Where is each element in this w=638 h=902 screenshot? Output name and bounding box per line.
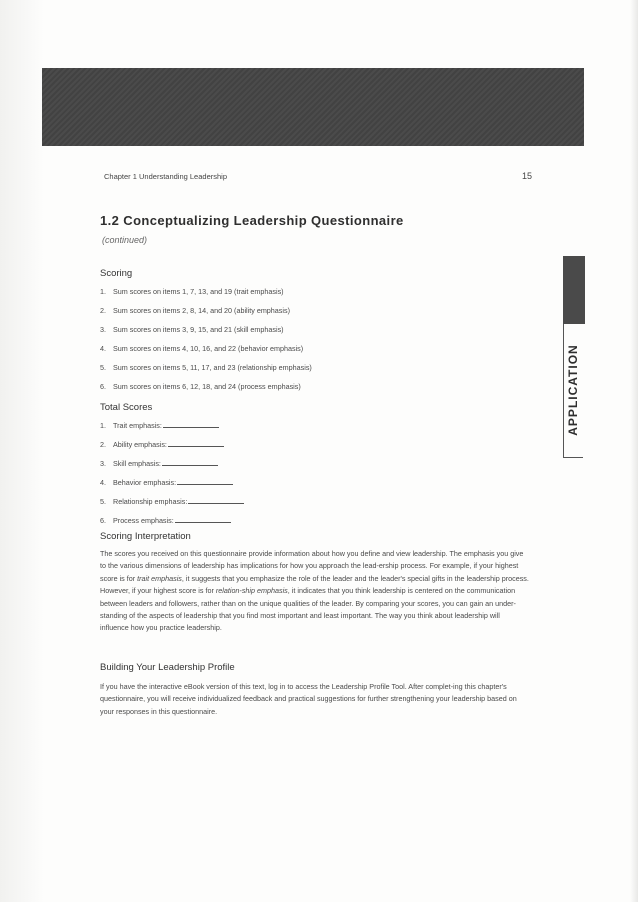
list-item: 4. Sum scores on items 4, 10, 16, and 22 (behavior emphasis) xyxy=(100,344,304,353)
side-tab-base-rule xyxy=(563,457,583,458)
list-item: 1. Sum scores on items 1, 7, 13, and 19 (trait emphasis) xyxy=(100,287,284,296)
side-tab xyxy=(563,256,585,459)
answer-blank[interactable] xyxy=(168,439,224,447)
questionnaire-subtitle: (continued) xyxy=(102,235,148,245)
side-tab-block xyxy=(563,256,585,324)
page-edge xyxy=(630,0,638,902)
chapter-label: Chapter 1 Understanding Leadership xyxy=(104,172,227,181)
answer-blank[interactable] xyxy=(163,420,219,428)
scoring-heading: Scoring xyxy=(100,268,133,279)
list-item: 5. Relationship emphasis: xyxy=(100,496,244,515)
list-item: 5. Sum scores on items 5, 11, 17, and 23 (relationship emphasis) xyxy=(100,363,312,372)
list-item: 6. Process emphasis: xyxy=(100,515,244,534)
interpretation-heading: Scoring Interpretation xyxy=(100,531,191,542)
questionnaire-title: 1.2 Conceptualizing Leadership Questionnaire xyxy=(100,213,404,228)
list-item: 3. Sum scores on items 3, 9, 15, and 21 (skill emphasis) xyxy=(100,325,284,334)
answer-blank[interactable] xyxy=(162,458,218,466)
side-tab-rule xyxy=(563,324,564,458)
page-gutter-shadow xyxy=(0,0,44,902)
running-header xyxy=(104,172,532,181)
list-item: 2. Ability emphasis: xyxy=(100,439,244,458)
total-scores-list xyxy=(100,420,244,534)
total-scores-heading: Total Scores xyxy=(100,402,153,413)
scoring-list xyxy=(100,287,312,401)
profile-paragraph: If you have the interactive eBook version of this text, log in to access the Leadership Profile Tool. After complet-ing this chapter's questionnaire, you will receive individualized feedback and practical suggestions for further strengthening your leadership based on your responses in this questionnaire. xyxy=(100,682,517,716)
answer-blank[interactable] xyxy=(188,496,244,504)
interpretation-paragraph: The scores you received on this questionnaire provide information about how you define and view leadership. The emphasis you give to the various dimensions of leadership has implications for how you approach the lead-ership process. For example, if your highest score is for trait emphasis, it suggests that you emphasize the role of the leader and the leader's special gifts in the leadership process. However, if your highest score is for relation-ship emphasis, it indicates that you think leadership is centered on the communication between leaders and followers, rather than on the unique qualities of the leader. By comparing your scores, you can gain an under-standing of the aspects of leadership that you find most important and least important. The way you think about leadership will influence how you practice leadership. xyxy=(100,549,529,633)
list-item: 1. Trait emphasis: xyxy=(100,420,244,439)
page-number: 15 xyxy=(521,171,532,181)
side-tab-label: APPLICATION xyxy=(566,344,580,436)
profile-heading: Building Your Leadership Profile xyxy=(100,662,235,673)
list-item: 4. Behavior emphasis: xyxy=(100,477,244,496)
list-item: 3. Skill emphasis: xyxy=(100,458,244,477)
list-item: 2. Sum scores on items 2, 8, 14, and 20 (ability emphasis) xyxy=(100,306,290,315)
answer-blank[interactable] xyxy=(177,477,233,485)
answer-blank[interactable] xyxy=(175,515,231,523)
list-item: 6. Sum scores on items 6, 12, 18, and 24 (process emphasis) xyxy=(100,382,301,391)
header-band xyxy=(42,68,584,146)
